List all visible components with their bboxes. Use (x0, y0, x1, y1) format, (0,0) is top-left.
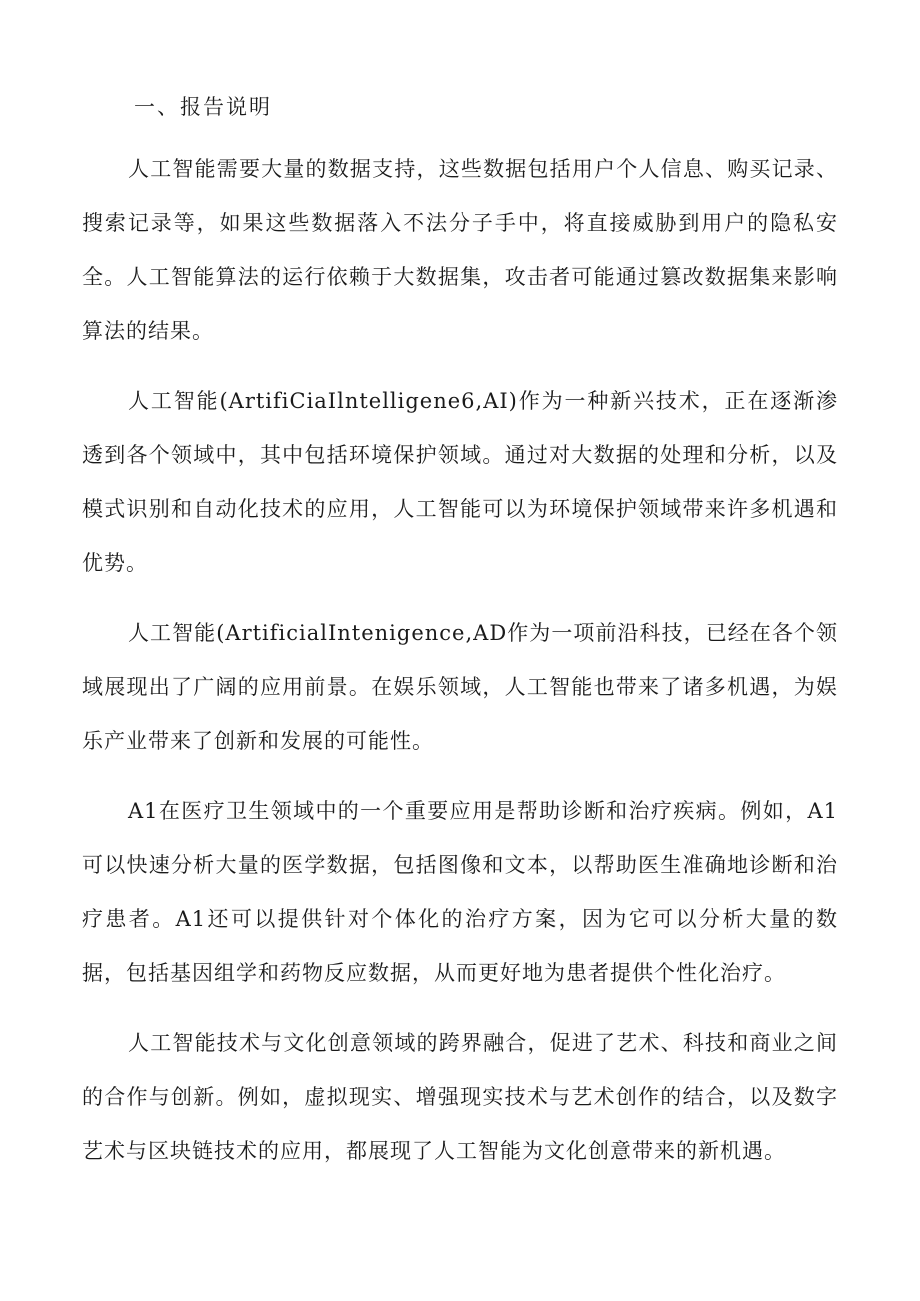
paragraph-environment: 人工智能(ArtifiCiaIlntelligene6,AI)作为一种新兴技术，正在逐渐渗透到各个领域中，其中包括环境保护领域。通过对大数据的处理和分析，以及模式识别和自动化技术的应用，人工智能可以为环境保护领域带来许多机遇和优势。 (82, 389, 838, 575)
paragraph-entertainment: 人工智能(ArtificialIntenigence,AD作为一项前沿科技，已经在各个领域展现出了广阔的应用前景。在娱乐领域，人工智能也带来了诸多机遇，为娱乐产业带来了创新和发展的可能性。 (82, 621, 838, 753)
paragraph-healthcare: A1在医疗卫生领域中的一个重要应用是帮助诊断和治疗疾病。例如，A1可以快速分析大量的医学数据，包括图像和文本，以帮助医生准确地诊断和治疗患者。A1还可以提供针对个体化的治疗方案，因为它可以分析大量的数据，包括基因组学和药物反应数据，从而更好地为患者提供个性化治疗。 (82, 799, 838, 985)
paragraph-data-privacy: 人工智能需要大量的数据支持，这些数据包括用户个人信息、购买记录、搜索记录等，如果这些数据落入不法分子手中，将直接威胁到用户的隐私安全。人工智能算法的运行依赖于大数据集，攻击者可能通过篡改数据集来影响算法的结果。 (82, 157, 838, 343)
paragraph-culture: 人工智能技术与文化创意领域的跨界融合，促进了艺术、科技和商业之间的合作与创新。例如，虚拟现实、增强现实技术与艺术创作的结合，以及数字艺术与区块链技术的应用，都展现了人工智能为文化创意带来的新机遇。 (82, 1031, 838, 1163)
section-heading: 一、报告说明 (134, 95, 272, 119)
document-page (82, 88, 838, 1194)
